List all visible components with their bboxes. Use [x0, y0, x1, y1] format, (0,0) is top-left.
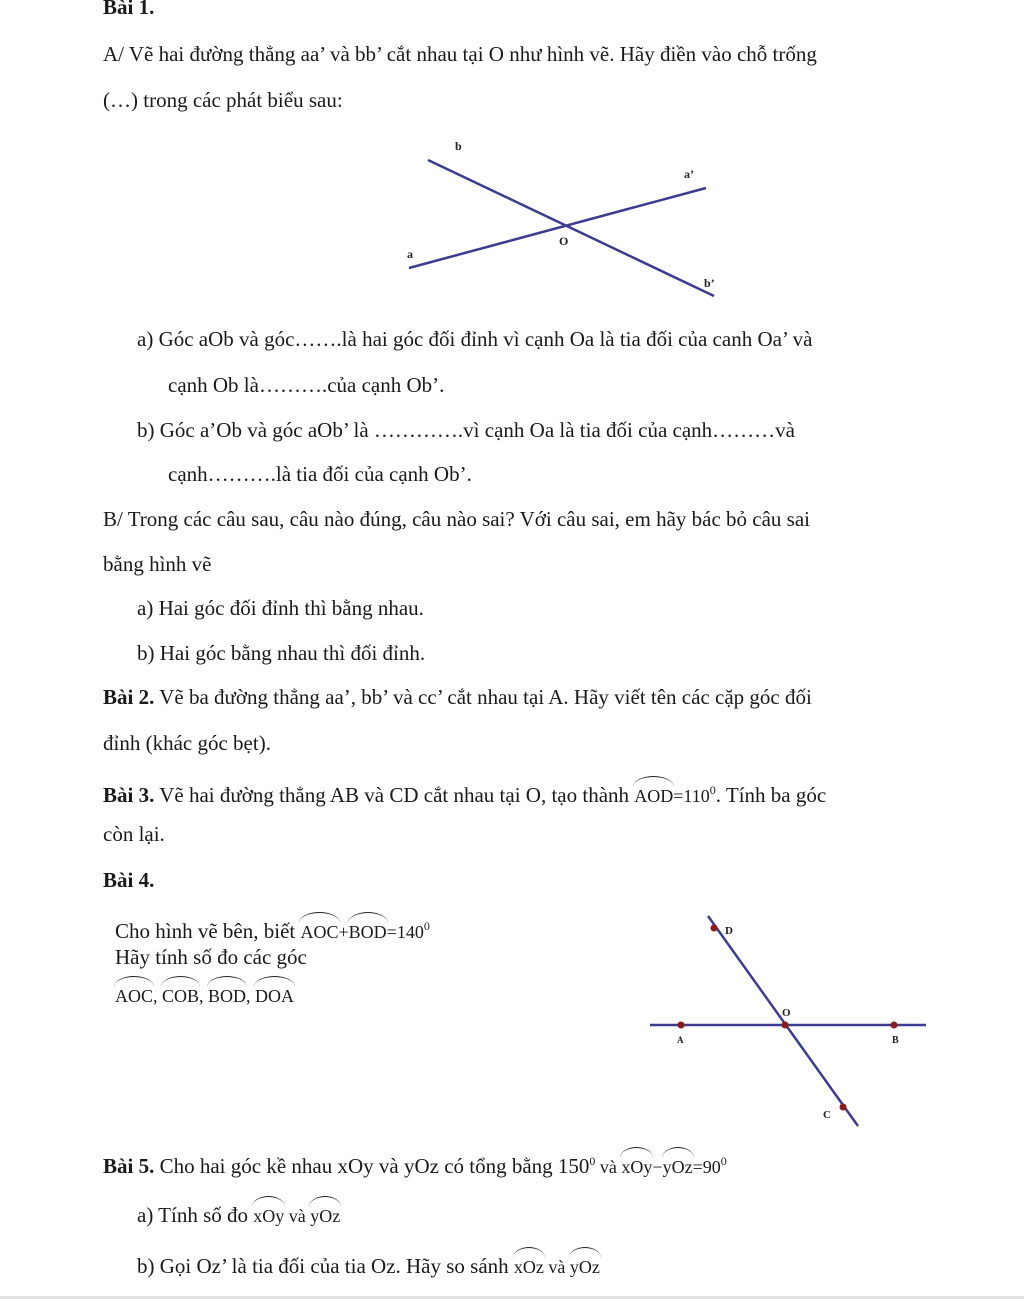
label-o: O: [559, 234, 569, 248]
bai2-line1: [103, 684, 812, 710]
bai5-qb-angle-xoz: xOz: [514, 1250, 544, 1280]
line-bb: [428, 160, 714, 296]
bai4-line2: Hãy tính số đo các góc: [115, 945, 307, 969]
label-c: C: [823, 1109, 831, 1121]
bai5-qb-text: b) Gọi Oz’ là tia đối của tia Oz. Hãy so sánh: [137, 1254, 514, 1278]
bai3-text3: còn lại.: [103, 822, 165, 846]
bai5-label: Bài 5.: [103, 1154, 155, 1178]
bai5-eq: =90: [692, 1157, 721, 1177]
bai2-label: Bài 2.: [103, 685, 155, 709]
bai3-text2: . Tính ba góc: [715, 783, 827, 807]
bai1-qb-line1: b) Góc a’Ob và góc aOb’ là ………….vì cạnh Oa là tia đối của cạnh………và: [137, 418, 795, 442]
bai4-angle-list-cob: COB: [162, 979, 199, 1009]
bai1-title: Bài 1.: [103, 0, 155, 19]
bai1-qa-line2: cạnh Ob là……….của cạnh Ob’.: [168, 373, 445, 397]
point-d: [711, 925, 718, 932]
bai5-and: và: [595, 1157, 622, 1177]
line-cd: [708, 916, 858, 1126]
bai1-partB-a: a) Hai góc đối đỉnh thì bằng nhau.: [137, 596, 424, 620]
label-d: D: [725, 925, 733, 937]
bai5-qb: [137, 1250, 600, 1280]
bai5-line1: [103, 1148, 727, 1180]
line-aa: [409, 188, 706, 268]
bai5-qa: [137, 1199, 340, 1229]
bai4-sep: ,: [199, 986, 209, 1006]
bai5-sum: 150: [557, 1154, 590, 1178]
label-o: O: [782, 1007, 791, 1019]
bai2-text1: Vẽ ba đường thẳng aa’, bb’ và cc’ cắt nhau tại A. Hãy viết tên các cặp góc đối: [154, 685, 812, 709]
bai5-angle-xoy: xOy: [621, 1150, 652, 1180]
bai4-angle-list-doa: DOA: [255, 979, 294, 1009]
bai4-sep: ,: [153, 986, 163, 1006]
bai5-qa-and: và: [284, 1206, 311, 1226]
point-c: [840, 1104, 847, 1111]
bai1-partB-line2: bằng hình vẽ: [103, 552, 212, 576]
bai1-qa-line1: a) Góc aOb và góc…….là hai góc đối đỉnh vì cạnh Oa là tia đối của canh Oa’ và: [137, 327, 813, 351]
bai1-partA-line2: (…) trong các phát biểu sau:: [103, 88, 343, 112]
bai3-value: =110: [673, 786, 710, 806]
bai5-degree: 0: [720, 1154, 727, 1168]
bai4-angle-bod: BOD: [349, 915, 387, 945]
bai2-text2: đỉnh (khác góc bẹt).: [103, 731, 271, 755]
label-b-prime: b’: [704, 276, 715, 290]
label-b: b: [455, 139, 462, 153]
bai4-sep: ,: [246, 986, 256, 1006]
bai5-qb-and: và: [543, 1257, 570, 1277]
bai3-label: Bài 3.: [103, 783, 155, 807]
label-a: a: [407, 247, 413, 261]
bai5-qa-angle-xoy: xOy: [253, 1199, 284, 1229]
bai4-eq: =140: [386, 922, 424, 942]
label-a: A: [677, 1035, 684, 1045]
bai4-angle-aoc: AOC: [300, 915, 338, 945]
bai1-partA-line1: A/ Vẽ hai đường thẳng aa’ và bb’ cắt nhau tại O như hình vẽ. Hãy điền vào chỗ trống: [103, 42, 817, 66]
bai5-minus: −: [652, 1157, 663, 1177]
point-o: [782, 1022, 789, 1029]
bai4-angle-list-bod: BOD: [208, 979, 246, 1009]
bai4-plus: +: [338, 922, 349, 942]
bai3-angle-aod: AOD: [634, 779, 673, 809]
bai5-qa-text: a) Tính số đo: [137, 1203, 254, 1227]
bai3-degree: 0: [709, 783, 716, 797]
bai1-qb-line2: cạnh……….là tia đối của cạnh Ob’.: [168, 462, 472, 486]
bai4-title: Bài 4.: [103, 868, 155, 892]
bai4-angle-list-aoc: AOC: [115, 979, 153, 1009]
label-a-prime: a’: [684, 167, 694, 181]
bai5-qa-angle-yoz: yOz: [310, 1199, 340, 1229]
point-a: [678, 1022, 685, 1029]
bai5-angle-yoz: yOz: [663, 1150, 693, 1180]
figure-ab-cd-intersect: [0, 900, 1024, 1140]
bai3-line1: [103, 777, 826, 809]
bai4-text1: Cho hình vẽ bên, biết: [115, 919, 301, 943]
bai5-text1: Cho hai góc kề nhau xOy và yOz có tổng bằng: [154, 1154, 558, 1178]
bai4-degree: 0: [423, 919, 430, 933]
bai1-partB-line1: B/ Trong các câu sau, câu nào đúng, câu nào sai? Với câu sai, em hãy bác bỏ câu sai: [103, 507, 810, 531]
figure-aa-bb-intersect: [0, 0, 1024, 320]
label-b: B: [892, 1035, 899, 1046]
bai5-qb-angle-yoz: yOz: [570, 1250, 600, 1280]
bai1-partB-b: b) Hai góc bằng nhau thì đối đỉnh.: [137, 641, 426, 665]
point-b: [891, 1022, 898, 1029]
bai5-sum-degree: 0: [589, 1154, 596, 1168]
bai3-text1: Vẽ hai đường thẳng AB và CD cắt nhau tại O, tạo thành: [154, 783, 635, 807]
